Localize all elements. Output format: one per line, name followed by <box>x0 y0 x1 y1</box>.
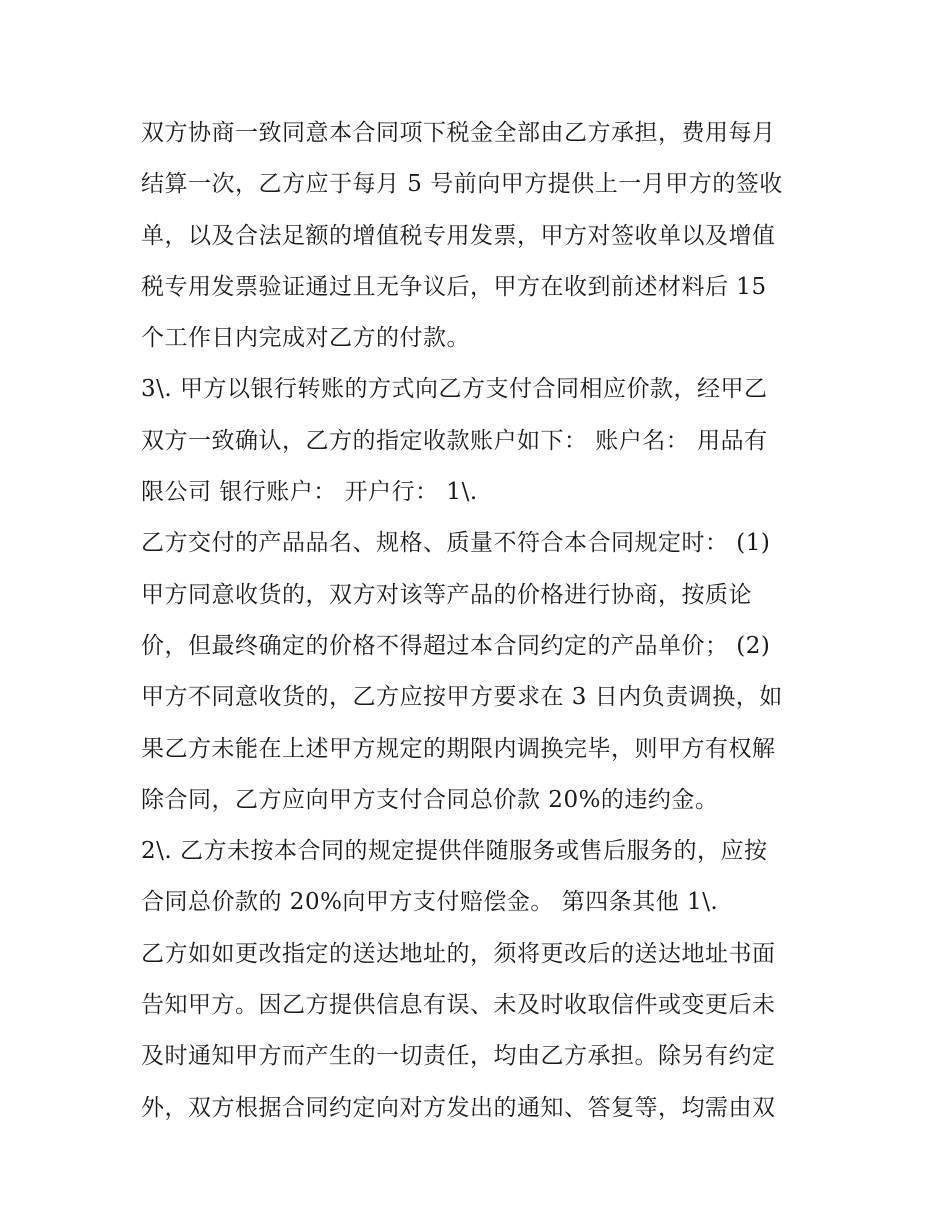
text-line-10: 甲方同意收货的，双方对该等产品的价格进行协商，按质论 <box>141 581 752 608</box>
text-line-14: 除合同，乙方应向甲方支付合同总价款 20%的违约金。 <box>141 786 719 813</box>
text-line-16: 合同总价款的 20%向甲方支付赔偿金。 第四条其他 1\. <box>141 889 719 916</box>
contract-text-body <box>141 108 821 1134</box>
text-line-2: 结算一次，乙方应于每月 5 号前向甲方提供上一月甲方的签收 <box>141 171 783 198</box>
text-line-11: 价，但最终确定的价格不得超过本合同约定的产品单价； (2) <box>141 632 771 659</box>
text-line-8: 限公司 银行账户： 开户行： 1\. <box>141 479 478 506</box>
text-line-7: 双方一致确认，乙方的指定收款账户如下： 账户名： 用品有 <box>141 427 768 454</box>
text-line-9: 乙方交付的产品品名、规格、质量不符合本合同规定时： (1) <box>141 530 771 557</box>
text-line-13: 果乙方未能在上述甲方规定的期限内调换完毕，则甲方有权解 <box>141 735 776 762</box>
text-line-6: 3\. 甲方以银行转账的方式向乙方支付合同相应价款，经甲乙 <box>141 376 768 403</box>
text-line-20: 外，双方根据合同约定向对方发出的通知、答复等，均需由双 <box>141 1094 776 1121</box>
text-line-1: 双方协商一致同意本合同项下税金全部由乙方承担，费用每月 <box>141 120 776 146</box>
text-line-18: 告知甲方。因乙方提供信息有误、未及时收取信件或变更后未 <box>141 992 776 1019</box>
text-line-12: 甲方不同意收货的，乙方应按甲方要求在 3 日内负责调换，如 <box>141 684 783 711</box>
text-line-17: 乙方如如更改指定的送达地址的，须将更改后的送达地址书面 <box>141 940 776 967</box>
text-line-4: 税专用发票验证通过且无争议后，甲方在收到前述材料后 15 <box>141 273 767 300</box>
text-line-3: 单，以及合法足额的增值税专用发票，甲方对签收单以及增值 <box>141 222 776 249</box>
text-line-5: 个工作日内完成对乙方的付款。 <box>141 325 470 352</box>
text-line-19: 及时通知甲方而产生的一切责任，均由乙方承担。除另有约定 <box>141 1043 776 1070</box>
text-line-15: 2\. 乙方未按本合同的规定提供伴随服务或售后服务的，应按 <box>141 838 768 865</box>
